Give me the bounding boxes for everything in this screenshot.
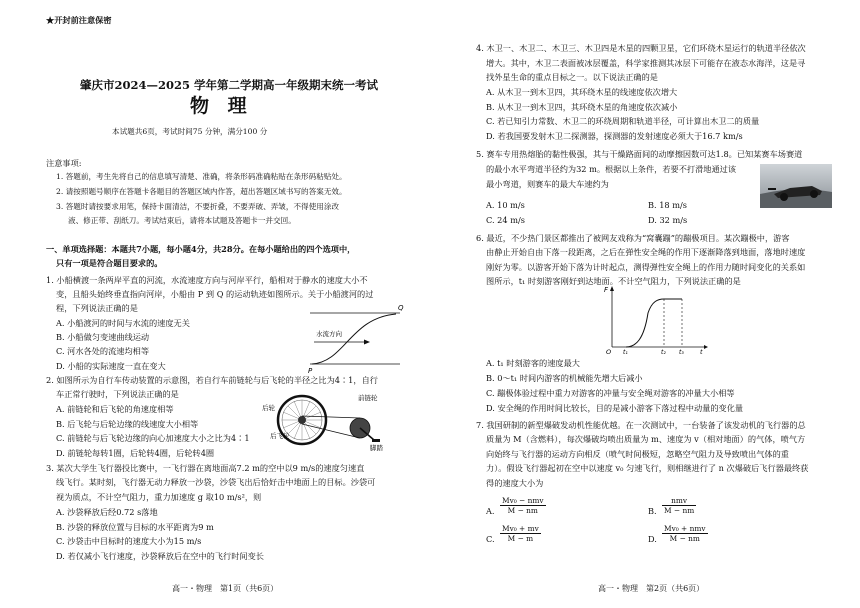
- question-1-text: 变，且船头始终垂直指向河岸，小船由 P 到 Q 的运动轨迹如图所示。关于小船渡河的过: [56, 289, 374, 299]
- question-1-option-b: B. 小船做匀变速曲线运动: [56, 332, 150, 342]
- chain-top: [302, 416, 360, 418]
- pedal: [372, 439, 380, 442]
- question-1-text: 程，下列说法正确的是: [56, 303, 138, 313]
- rear-sprocket: [298, 416, 306, 424]
- question-2-option-d: D. 前链轮每转1圈，后轮转4圈，后轮转4圈: [56, 448, 215, 458]
- question-5-text: 最小弯道，则赛车的最大车速约为: [486, 179, 609, 189]
- f-axis-label: F: [604, 286, 609, 294]
- fraction-denominator: M − nm: [669, 534, 700, 543]
- question-5-text: 的最小水平弯道半径约为32 m。根据以上条件，若要不打滑地通过该: [486, 164, 737, 174]
- question-6-option-a: A. t₁ 时刻游客的速度最大: [486, 358, 580, 368]
- question-2-option-a: A. 前链轮和后飞轮的角速度相等: [56, 404, 174, 414]
- question-3-option-d: D. 若仅减小飞行速度，沙袋释放后在空中的飞行时间变长: [56, 551, 264, 561]
- question-7-text: 向始终与飞行器的运动方向相反（喷气时间极短，忽略空气阻力及导致喷出气体的重: [486, 449, 789, 459]
- question-4-text: 找外星生命的重点目标之一。以下说法正确的是: [486, 72, 658, 82]
- question-7-option-c-label: C.: [486, 534, 495, 544]
- force-time-graph: [600, 283, 710, 355]
- rear-wheel-label: 后轮: [262, 404, 275, 412]
- fraction-numerator: Mv₀ + nmv: [664, 524, 706, 533]
- question-3-option-b: B. 沙袋的释放位置与目标的水平距离为9 m: [56, 522, 214, 532]
- question-6-option-c: C. 蹦极体验过程中重力对游客的冲量与安全绳对游客的冲量大小相等: [486, 388, 735, 398]
- question-7-option-b-fraction: [662, 496, 696, 515]
- fraction-numerator: Mv₀ − nmv: [502, 496, 544, 505]
- pedal-label: 脚踏: [370, 444, 383, 452]
- question-5-option-d: D. 32 m/s: [648, 215, 688, 225]
- question-4-option-c: C. 若已知引力常数、木卫二的环绕周期和轨道半径，可计算出木卫二的质量: [486, 116, 760, 126]
- question-3-text: 视为质点，不计空气阻力，重力加速度 g 取10 m/s²，则: [56, 492, 262, 502]
- question-5-option-a: A. 10 m/s: [486, 200, 525, 210]
- right-page: [430, 0, 860, 608]
- subject-title: 物 理: [190, 95, 253, 117]
- notice-title: 注意事项:: [46, 158, 82, 168]
- point-p-label: P: [308, 367, 313, 375]
- question-7-option-c-fraction: [500, 524, 541, 543]
- question-6-text: 图所示，t₁ 时刻游客刚好到达地面。不计空气阻力，下列说法正确的是: [486, 276, 741, 286]
- page-footer: 高一・物理 第1页（共6页）: [172, 584, 279, 593]
- question-7-option-d-fraction: [662, 524, 708, 543]
- notice-item: 液、修正带、刮纸刀。考试结束后，请将本试题及答题卡一并交回。: [68, 216, 296, 225]
- exam-title: 肇庆市2024—2025 学年第二学期高一年级期末统一考试: [80, 78, 379, 92]
- question-7-option-b-label: B.: [648, 506, 657, 516]
- fraction-numerator: nmv: [662, 496, 696, 506]
- question-2-text: 车正常行驶时，下列说法正确的是: [56, 389, 179, 399]
- bicycle-drive-diagram: [262, 390, 402, 452]
- fraction-denominator: M − nm: [664, 506, 695, 515]
- question-6-text: 由静止开始自由下落一段距离，之后在弹性安全绳的作用下逐渐降落到地面，落地时速度: [486, 247, 806, 257]
- question-3-text: 线飞行。某时刻，飞行器无动力释放一沙袋，沙袋飞出后恰好击中地面上的目标。沙袋可: [56, 477, 376, 487]
- river-diagram: [300, 300, 410, 375]
- boat-trajectory: [312, 314, 396, 364]
- exam-info: 本试题共6页，考试时间75 分钟，满分100 分: [112, 127, 268, 136]
- question-7-text: 得的速度大小为: [486, 478, 544, 488]
- question-6-text: 6. 最近，不少热门景区都推出了被网友戏称为“窝囊蹦”的蹦极项目。某次蹦极中，游客: [476, 233, 790, 243]
- notice-item: 3. 答题时请按要求用笔，保持卡面清洁，不要折叠，不要弄破、弄皱，不得使用涂改: [56, 202, 340, 211]
- question-6-text: 刚好为零。以游客开始下落为计时起点，测得弹性安全绳上的作用力随时间变化的关系如: [486, 262, 806, 272]
- confidential-label: ★开封前注意保密: [46, 15, 112, 25]
- t-axis-arrow: [704, 345, 708, 349]
- tick-t3: t₃: [679, 349, 684, 355]
- question-5-option-b: B. 18 m/s: [648, 200, 687, 210]
- question-3-text: 3. 某次大学生飞行器投比赛中，一飞行器在离地面高7.2 m的空中以9 m/s的速度匀速直: [46, 463, 365, 473]
- question-4-text: 4. 木卫一、木卫二、木卫三、木卫四是木星的四颗卫星，它们环绕木星运行的轨道半径依次: [476, 43, 806, 53]
- question-1-option-c: C. 河水各处的流速均相等: [56, 346, 150, 356]
- question-3-option-c: C. 沙袋击中目标时的速度大小为15 m/s: [56, 536, 202, 546]
- question-1-option-a: A. 小船渡河的时间与水流的速度无关: [56, 318, 190, 328]
- origin-label: O: [606, 348, 612, 355]
- question-7-text: 力）。假设飞行器起初在空中以速度 v₀ 匀速飞行，则相继进行了 n 次爆破后飞行器最终获: [486, 463, 809, 473]
- section-heading-cont: 只有一项是符合题目要求的。: [56, 258, 163, 268]
- question-5-text: 5. 赛车专用热熔胎的黏性极强，其与干燥路面间的动摩擦因数可达1.8。已知某赛车场赛道: [476, 149, 803, 159]
- question-2-option-c: C. 前链轮与后飞轮边缘的向心加速度大小之比为4∶1: [56, 433, 250, 443]
- race-car-photo: [760, 164, 832, 208]
- question-6-option-d: D. 安全绳的作用时间比较长，目的是减小游客下落过程中动量的变化量: [486, 403, 744, 413]
- question-3-option-a: A. 沙袋释放后经0.72 s落地: [56, 507, 158, 517]
- force-curve: [626, 299, 682, 347]
- t-axis-label: t: [700, 348, 703, 355]
- question-4-option-a: A. 从木卫一到木卫四，其环绕木星的线速度依次增大: [486, 87, 678, 97]
- question-2-option-b: B. 后飞轮与后轮边缘的线速度大小相等: [56, 419, 199, 429]
- flow-label: 水流方向: [316, 330, 342, 338]
- question-4-option-b: B. 从木卫一到木卫四，其环绕木星的角速度依次减小: [486, 102, 678, 112]
- question-2-text: 2. 如图所示为自行车传动装置的示意图，若自行车前链轮与后飞轮的半径之比为4∶1，自行: [46, 375, 378, 385]
- question-4-option-d: D. 若我国要发射木卫二探测器，探测器的发射速度必须大于16.7 km/s: [486, 131, 743, 141]
- question-4-text: 增大。其中，木卫二表面被冰层覆盖，科学家推测其冰层下可能存在液态水海洋，这是寻: [486, 58, 806, 68]
- notice-item: 2. 请按照题号顺序在答题卡各题目的答题区域内作答，超出答题区域书写的答案无效。: [56, 187, 347, 196]
- rear-sprocket-label: 后飞轮: [270, 432, 290, 440]
- page-footer: 高一・物理 第2页（共6页）: [598, 584, 705, 593]
- question-6-option-b: B. 0～t₁ 时间内游客的机械能先增大后减小: [486, 373, 643, 383]
- f-axis-arrow: [610, 286, 614, 291]
- question-1-text: 1. 小船横渡一条两岸平直的河流，水流速度方向与河岸平行，船相对于静水的速度大小不: [46, 275, 368, 285]
- fraction-denominator: M − nm: [507, 506, 538, 515]
- race-car-wheel: [810, 190, 818, 198]
- section-heading: 一、单项选择题：本题共7小题，每小题4分，共28分。在每小题给出的四个选项中，: [46, 244, 356, 254]
- fraction-denominator: M − m: [507, 534, 534, 543]
- question-7-text: 7. 我国研制的新型爆破发动机性能优越。在一次测试中，一台装备了该发动机的飞行器的总: [476, 420, 806, 430]
- point-q-label: Q: [398, 304, 404, 312]
- question-7-text: 质量为 M（含燃料），每次爆破均喷出质量为 m、速度为 v（相对地面）的气体，喷气方: [486, 434, 806, 444]
- question-1-option-d: D. 小船的实际速度一直在变大: [56, 361, 166, 371]
- tick-t2: t₂: [661, 349, 666, 355]
- front-sprocket-label: 前链轮: [358, 394, 378, 402]
- question-7-option-a-fraction: [500, 496, 546, 515]
- fraction-numerator: Mv₀ + mv: [502, 524, 539, 533]
- question-7-option-d-label: D.: [648, 534, 657, 544]
- race-car-wheel: [780, 193, 788, 201]
- race-car-wing: [768, 188, 776, 190]
- question-5-option-c: C. 24 m/s: [486, 215, 525, 225]
- question-7-option-a-label: A.: [486, 506, 495, 516]
- flow-arrow-head: [364, 340, 370, 345]
- tick-t1: t₁: [623, 349, 628, 355]
- notice-item: 1. 答题前，考生先将自己的信息填写清楚、准确，将条形码准确粘贴在条形码粘贴处。: [56, 172, 347, 181]
